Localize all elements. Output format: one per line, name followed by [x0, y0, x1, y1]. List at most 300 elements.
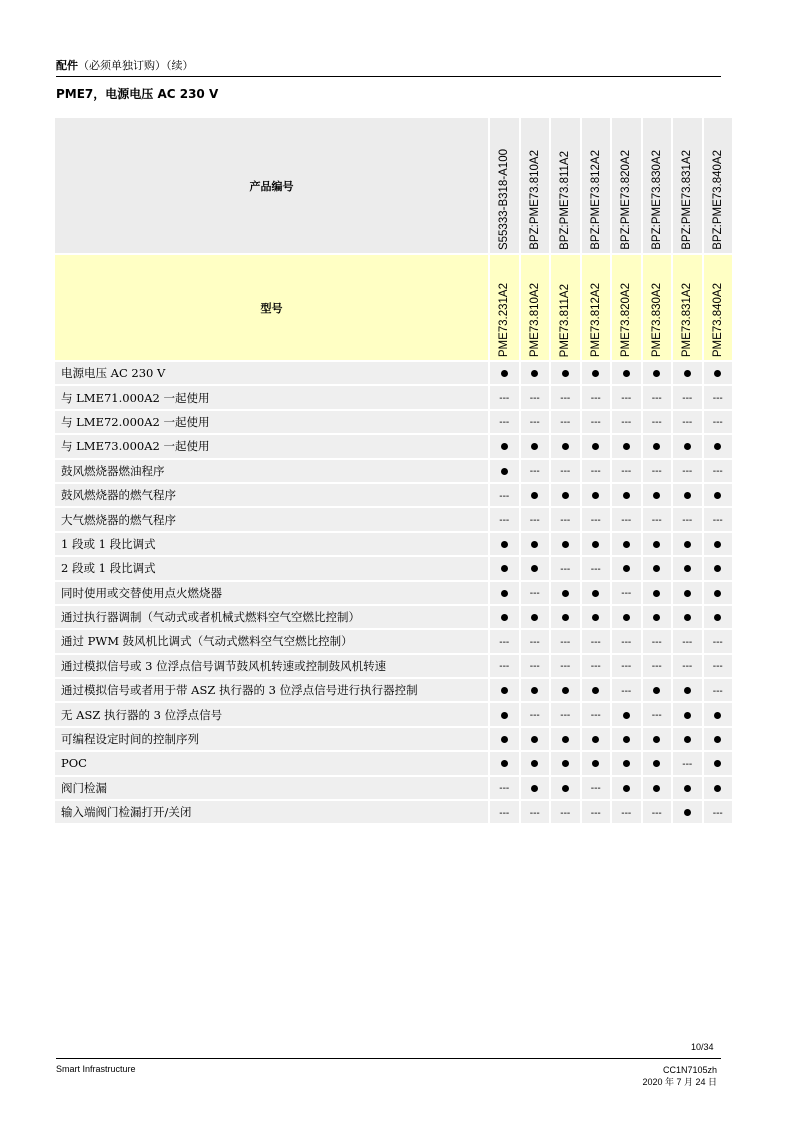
bullet-icon — [531, 370, 538, 377]
table-subtitle: PME7，电源电压 AC 230 V — [56, 87, 219, 101]
value-cell-yes — [612, 557, 641, 579]
table-row — [55, 386, 732, 408]
dash-text: --- — [712, 393, 723, 405]
bullet-icon — [714, 370, 721, 377]
bullet-icon — [653, 541, 660, 548]
dash-text: --- — [651, 417, 662, 429]
value-cell-yes — [643, 679, 672, 701]
value-cell-no — [643, 460, 672, 482]
dash-text: --- — [590, 515, 601, 527]
type-cell — [582, 255, 611, 360]
product-code-cell — [521, 118, 550, 253]
product-code-cell — [490, 118, 519, 253]
bullet-icon — [684, 443, 691, 450]
bullet-icon — [653, 370, 660, 377]
value-cell-yes — [551, 362, 580, 384]
value-cell-yes — [643, 484, 672, 506]
value-cell-yes — [521, 484, 550, 506]
type-cell — [612, 255, 641, 360]
value-cell-yes — [612, 362, 641, 384]
bullet-icon — [501, 370, 508, 377]
bullet-icon — [684, 565, 691, 572]
table-row — [55, 630, 732, 652]
dash-text: --- — [682, 515, 693, 527]
value-cell-no — [521, 630, 550, 652]
bullet-icon — [623, 370, 630, 377]
value-cell-no — [521, 460, 550, 482]
page-number: 10/34 — [691, 1042, 714, 1052]
dash-text: --- — [621, 807, 632, 819]
bullet-icon — [623, 541, 630, 548]
value-cell-yes — [673, 728, 702, 750]
dash-text: --- — [560, 417, 571, 429]
bullet-icon — [562, 590, 569, 597]
dash-text: --- — [712, 807, 723, 819]
value-cell-no — [551, 557, 580, 579]
value-cell-yes — [643, 533, 672, 555]
value-cell-yes — [673, 703, 702, 725]
dash-text: --- — [651, 466, 662, 478]
bullet-icon — [714, 541, 721, 548]
value-cell-yes — [612, 752, 641, 774]
row-label: 鼓风燃烧器燃油程序 — [55, 460, 488, 482]
dash-text: --- — [621, 515, 632, 527]
dash-text: --- — [590, 636, 601, 648]
value-cell-yes — [490, 435, 519, 457]
value-cell-yes — [551, 435, 580, 457]
dash-text: --- — [621, 393, 632, 405]
dash-text: --- — [590, 783, 601, 795]
dash-text: --- — [651, 710, 662, 722]
dash-text: --- — [712, 685, 723, 697]
value-cell-no — [521, 386, 550, 408]
value-cell-yes — [673, 679, 702, 701]
value-cell-no — [704, 630, 733, 652]
value-cell-no — [612, 630, 641, 652]
bullet-icon — [714, 785, 721, 792]
bullet-icon — [714, 590, 721, 597]
value-cell-yes — [673, 557, 702, 579]
dash-text: --- — [590, 661, 601, 673]
table-row — [55, 728, 732, 750]
bullet-icon — [684, 541, 691, 548]
dash-text: --- — [560, 563, 571, 575]
value-cell-no — [551, 386, 580, 408]
value-cell-no — [704, 679, 733, 701]
value-cell-no — [551, 655, 580, 677]
bullet-icon — [684, 492, 691, 499]
dash-text: --- — [529, 393, 540, 405]
bullet-icon — [623, 443, 630, 450]
spec-table — [53, 116, 734, 825]
row-label: POC — [55, 752, 488, 774]
type-cell — [704, 255, 733, 360]
product-code-cell — [673, 118, 702, 253]
value-cell-no — [582, 411, 611, 433]
value-cell-no — [521, 411, 550, 433]
value-cell-no — [490, 777, 519, 799]
bullet-icon — [684, 687, 691, 694]
row-label: 鼓风燃烧器的燃气程序 — [55, 484, 488, 506]
bullet-icon — [684, 590, 691, 597]
dash-text: --- — [529, 636, 540, 648]
bullet-icon — [562, 687, 569, 694]
value-cell-yes — [673, 606, 702, 628]
row-label: 通过模拟信号或 3 位浮点信号调节鼓风机转速或控制鼓风机转速 — [55, 655, 488, 677]
bullet-icon — [623, 736, 630, 743]
value-cell-no — [673, 655, 702, 677]
dash-text: --- — [529, 588, 540, 600]
product-code-cell — [582, 118, 611, 253]
value-cell-yes — [673, 582, 702, 604]
product-code-text: BPZ:PME73.831A2 — [681, 150, 694, 250]
dash-text: --- — [682, 466, 693, 478]
value-cell-no — [551, 460, 580, 482]
bullet-icon — [623, 614, 630, 621]
dash-text: --- — [712, 515, 723, 527]
type-text: PME73.820A2 — [620, 282, 633, 357]
value-cell-no — [704, 460, 733, 482]
value-cell-no — [490, 655, 519, 677]
value-cell-yes — [673, 362, 702, 384]
bullet-icon — [714, 565, 721, 572]
dash-text: --- — [590, 417, 601, 429]
footer-doc-id: CC1N7105zh — [662, 1065, 717, 1075]
value-cell-no — [704, 508, 733, 530]
bullet-icon — [623, 760, 630, 767]
bullet-icon — [653, 614, 660, 621]
bullet-icon — [501, 736, 508, 743]
value-cell-yes — [704, 728, 733, 750]
dash-text: --- — [590, 393, 601, 405]
value-cell-yes — [673, 777, 702, 799]
value-cell-no — [582, 630, 611, 652]
value-cell-no — [490, 630, 519, 652]
dash-text: --- — [621, 636, 632, 648]
value-cell-no — [643, 801, 672, 823]
value-cell-yes — [612, 703, 641, 725]
dash-text: --- — [499, 636, 510, 648]
dash-text: --- — [590, 466, 601, 478]
value-cell-yes — [612, 606, 641, 628]
value-cell-yes — [490, 533, 519, 555]
dash-text: --- — [560, 466, 571, 478]
value-cell-yes — [490, 679, 519, 701]
bullet-icon — [684, 736, 691, 743]
table-row — [55, 777, 732, 799]
value-cell-no — [704, 386, 733, 408]
bullet-icon — [501, 760, 508, 767]
bullet-icon — [562, 736, 569, 743]
bullet-icon — [531, 565, 538, 572]
table-row — [55, 655, 732, 677]
bullet-icon — [562, 614, 569, 621]
footer-date: 2020 年 7 月 24 日 — [642, 1077, 717, 1087]
dash-text: --- — [590, 563, 601, 575]
value-cell-yes — [673, 484, 702, 506]
value-cell-yes — [490, 582, 519, 604]
value-cell-no — [582, 655, 611, 677]
bullet-icon — [653, 492, 660, 499]
bullet-icon — [684, 614, 691, 621]
value-cell-yes — [582, 533, 611, 555]
product-code-text: S55333-B318-A100 — [498, 148, 511, 250]
product-code-cell — [612, 118, 641, 253]
bullet-icon — [562, 443, 569, 450]
dash-text: --- — [499, 393, 510, 405]
dash-text: --- — [651, 636, 662, 648]
product-code-text: BPZ:PME73.810A2 — [528, 150, 541, 250]
row-label: 1 段或 1 段比调式 — [55, 533, 488, 555]
value-cell-yes — [704, 606, 733, 628]
value-cell-no — [490, 411, 519, 433]
value-cell-yes — [551, 606, 580, 628]
row-label: 通过模拟信号或者用于带 ASZ 执行器的 3 位浮点信号进行执行器控制 — [55, 679, 488, 701]
product-code-cell — [704, 118, 733, 253]
dash-text: --- — [560, 515, 571, 527]
value-cell-yes — [490, 460, 519, 482]
bullet-icon — [592, 492, 599, 499]
bullet-icon — [531, 541, 538, 548]
value-cell-no — [612, 801, 641, 823]
product-code-cell — [643, 118, 672, 253]
dash-text: --- — [621, 466, 632, 478]
value-cell-no — [643, 508, 672, 530]
dash-text: --- — [529, 710, 540, 722]
bullet-icon — [653, 565, 660, 572]
dash-text: --- — [621, 661, 632, 673]
value-cell-yes — [521, 606, 550, 628]
bullet-icon — [653, 736, 660, 743]
value-cell-yes — [673, 435, 702, 457]
value-cell-no — [673, 411, 702, 433]
type-text: PME73.811A2 — [559, 283, 572, 357]
row-label: 无 ASZ 执行器的 3 位浮点信号 — [55, 703, 488, 725]
value-cell-no — [582, 777, 611, 799]
dash-text: --- — [590, 710, 601, 722]
value-cell-yes — [551, 484, 580, 506]
section-heading — [56, 59, 721, 77]
row-label: 同时使用或交替使用点火燃烧器 — [55, 582, 488, 604]
dash-text: --- — [560, 636, 571, 648]
value-cell-yes — [612, 728, 641, 750]
table-row — [55, 435, 732, 457]
dash-text: --- — [529, 661, 540, 673]
bullet-icon — [714, 614, 721, 621]
header-row-product-code — [55, 118, 732, 253]
dash-text: --- — [529, 515, 540, 527]
value-cell-yes — [551, 679, 580, 701]
table-row — [55, 606, 732, 628]
row-label: 通过执行器调制（气动式或者机械式燃料空气空燃比控制） — [55, 606, 488, 628]
bullet-icon — [653, 590, 660, 597]
value-cell-yes — [643, 557, 672, 579]
value-cell-yes — [704, 362, 733, 384]
table-row — [55, 460, 732, 482]
table-row — [55, 752, 732, 774]
bullet-icon — [684, 809, 691, 816]
type-text: PME73.840A2 — [711, 282, 724, 357]
dash-text: --- — [682, 393, 693, 405]
bullet-icon — [684, 785, 691, 792]
bullet-icon — [501, 541, 508, 548]
table-row — [55, 508, 732, 530]
row-label: 与 LME73.000A2 一起使用 — [55, 435, 488, 457]
bullet-icon — [501, 712, 508, 719]
value-cell-yes — [521, 362, 550, 384]
dash-text: --- — [499, 807, 510, 819]
value-cell-yes — [582, 484, 611, 506]
dash-text: --- — [651, 515, 662, 527]
dash-text: --- — [499, 490, 510, 502]
dash-text: --- — [590, 807, 601, 819]
value-cell-no — [490, 508, 519, 530]
dash-text: --- — [499, 783, 510, 795]
value-cell-no — [673, 386, 702, 408]
value-cell-yes — [582, 679, 611, 701]
value-cell-yes — [643, 777, 672, 799]
bullet-icon — [653, 785, 660, 792]
bullet-icon — [562, 492, 569, 499]
value-cell-no — [582, 460, 611, 482]
bullet-icon — [501, 468, 508, 475]
value-cell-yes — [582, 728, 611, 750]
bullet-icon — [592, 370, 599, 377]
bullet-icon — [623, 565, 630, 572]
value-cell-no — [612, 386, 641, 408]
value-cell-no — [612, 582, 641, 604]
bullet-icon — [562, 541, 569, 548]
dash-text: --- — [712, 661, 723, 673]
value-cell-no — [551, 508, 580, 530]
value-cell-yes — [521, 557, 550, 579]
product-code-text: BPZ:PME73.812A2 — [589, 150, 602, 250]
dash-text: --- — [621, 417, 632, 429]
bullet-icon — [714, 712, 721, 719]
bullet-icon — [562, 785, 569, 792]
section-heading-bold: 配件 — [56, 59, 78, 72]
bullet-icon — [592, 614, 599, 621]
bullet-icon — [501, 443, 508, 450]
value-cell-no — [673, 752, 702, 774]
value-cell-no — [582, 557, 611, 579]
value-cell-yes — [582, 606, 611, 628]
value-cell-no — [521, 582, 550, 604]
bullet-icon — [592, 760, 599, 767]
dash-text: --- — [529, 466, 540, 478]
header-product-code-label: 产品编号 — [55, 118, 488, 253]
bullet-icon — [684, 370, 691, 377]
bullet-icon — [501, 565, 508, 572]
type-cell — [673, 255, 702, 360]
type-text: PME73.231A2 — [498, 282, 511, 357]
bullet-icon — [592, 443, 599, 450]
value-cell-yes — [582, 752, 611, 774]
value-cell-yes — [643, 362, 672, 384]
value-cell-no — [673, 460, 702, 482]
value-cell-no — [612, 508, 641, 530]
dash-text: --- — [529, 807, 540, 819]
row-label: 与 LME71.000A2 一起使用 — [55, 386, 488, 408]
value-cell-yes — [704, 582, 733, 604]
value-cell-yes — [490, 703, 519, 725]
value-cell-yes — [582, 435, 611, 457]
value-cell-yes — [612, 484, 641, 506]
dash-text: --- — [682, 758, 693, 770]
value-cell-no — [582, 801, 611, 823]
dash-text: --- — [682, 661, 693, 673]
product-code-text: BPZ:PME73.830A2 — [650, 150, 663, 250]
value-cell-yes — [582, 582, 611, 604]
value-cell-yes — [704, 703, 733, 725]
row-label: 大气燃烧器的燃气程序 — [55, 508, 488, 530]
table-row — [55, 533, 732, 555]
value-cell-yes — [704, 777, 733, 799]
value-cell-no — [551, 411, 580, 433]
value-cell-no — [643, 630, 672, 652]
dash-text: --- — [499, 661, 510, 673]
type-cell — [490, 255, 519, 360]
value-cell-no — [612, 679, 641, 701]
product-code-text: BPZ:PME73.820A2 — [620, 150, 633, 250]
value-cell-no — [521, 655, 550, 677]
value-cell-yes — [521, 752, 550, 774]
dash-text: --- — [651, 807, 662, 819]
value-cell-yes — [643, 606, 672, 628]
table-row — [55, 362, 732, 384]
value-cell-yes — [582, 362, 611, 384]
value-cell-yes — [704, 435, 733, 457]
product-code-cell — [551, 118, 580, 253]
value-cell-no — [521, 703, 550, 725]
value-cell-no — [612, 460, 641, 482]
row-label: 电源电压 AC 230 V — [55, 362, 488, 384]
value-cell-no — [643, 411, 672, 433]
value-cell-yes — [490, 728, 519, 750]
value-cell-yes — [551, 533, 580, 555]
table-row — [55, 582, 732, 604]
dash-text: --- — [712, 466, 723, 478]
value-cell-no — [612, 411, 641, 433]
footer-divider — [56, 1058, 721, 1059]
bullet-icon — [531, 785, 538, 792]
bullet-icon — [714, 760, 721, 767]
value-cell-no — [643, 703, 672, 725]
value-cell-no — [673, 630, 702, 652]
dash-text: --- — [560, 661, 571, 673]
value-cell-yes — [704, 533, 733, 555]
row-label: 2 段或 1 段比调式 — [55, 557, 488, 579]
value-cell-yes — [643, 752, 672, 774]
value-cell-yes — [551, 582, 580, 604]
value-cell-yes — [490, 362, 519, 384]
row-label: 通过 PWM 鼓风机比调式（气动式燃料空气空燃比控制） — [55, 630, 488, 652]
bullet-icon — [684, 712, 691, 719]
bullet-icon — [531, 736, 538, 743]
value-cell-yes — [521, 679, 550, 701]
dash-text: --- — [621, 588, 632, 600]
value-cell-no — [704, 411, 733, 433]
value-cell-yes — [704, 557, 733, 579]
table-row — [55, 801, 732, 823]
value-cell-yes — [490, 752, 519, 774]
bullet-icon — [623, 712, 630, 719]
type-text: PME73.830A2 — [650, 282, 663, 357]
bullet-icon — [501, 614, 508, 621]
type-text: PME73.831A2 — [681, 282, 694, 357]
bullet-icon — [592, 541, 599, 548]
value-cell-yes — [521, 777, 550, 799]
